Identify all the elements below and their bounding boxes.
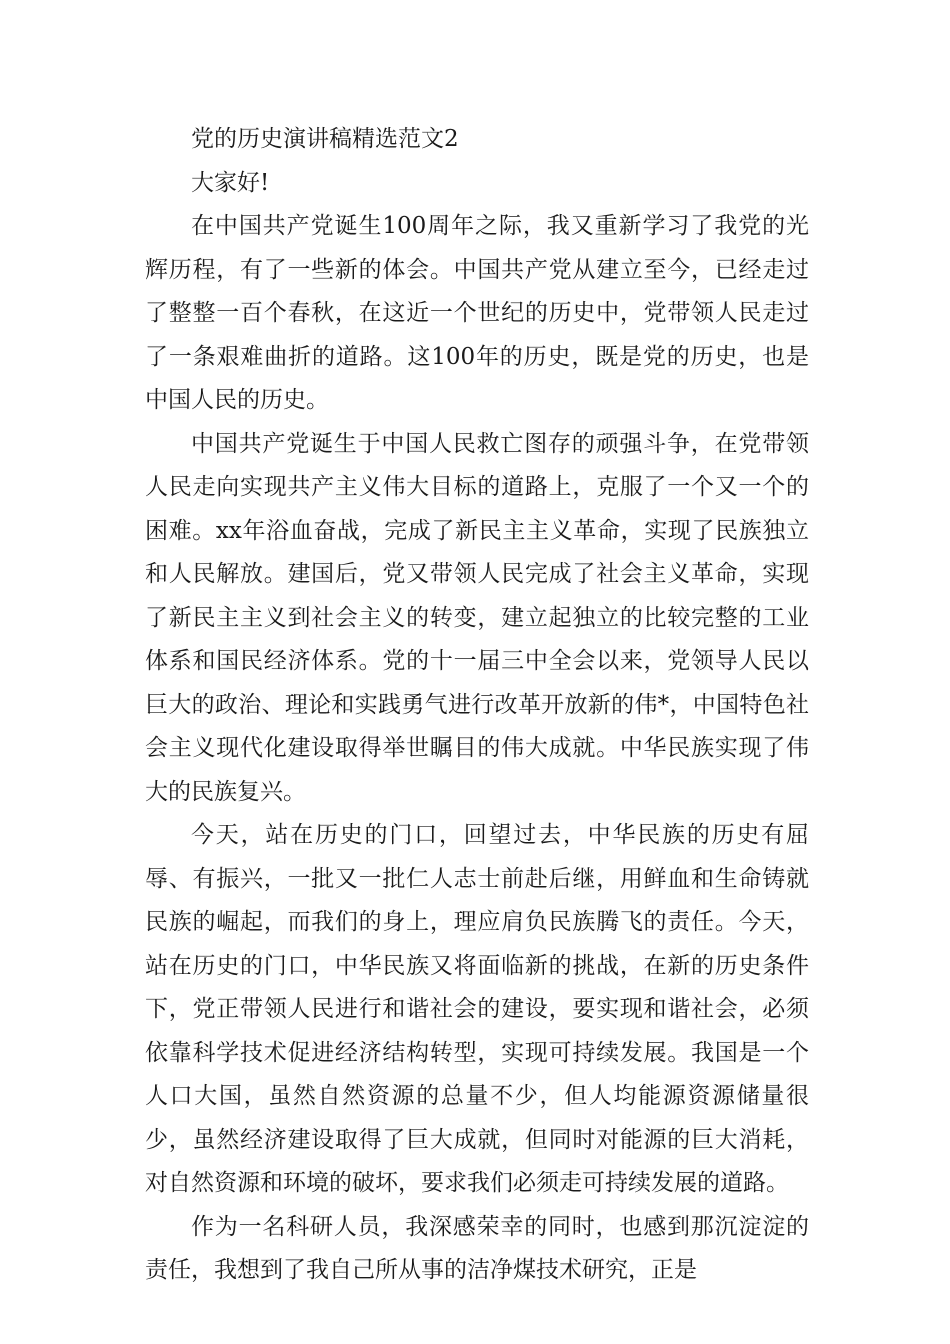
- document-title: 党的历史演讲稿精选范文2: [191, 126, 459, 152]
- document-body: [145, 118, 809, 1293]
- paragraph: 今天，站在历史的门口，回望过去，中华民族的历史有屈辱、有振兴，一批又一批仁人志士前赴后继，用鲜血和生命铸就民族的崛起，而我们的身上，理应肩负民族腾飞的责任。今天，站在历史的门口，中华民族又将面临新的挑战，在新的历史条件下，党正带领人民进行和谐社会的建设，要实现和谐社会，必须依靠科学技术促进经济结构转型，实现可持续发展。我国是一个人口大国，虽然自然资源的总量不少，但人均能源资源储量很少，虽然经济建设取得了巨大成就，但同时对能源的巨大消耗，对自然资源和环境的破坏，要求我们必须走可持续发展的道路。: [145, 822, 809, 1196]
- paragraph: 作为一名科研人员，我深感荣幸的同时，也感到那沉淀淀的责任，我想到了我自己所从事的洁净煤技术研究，正是: [145, 1213, 809, 1283]
- greeting: 大家好!: [191, 169, 270, 196]
- paragraph: 中国共产党诞生于中国人民救亡图存的顽强斗争，在党带领人民走向实现共产主义伟大目标的道路上，克服了一个又一个的困难。xx年浴血奋战，完成了新民主主义革命，实现了民族独立和人民解放。建国后，党又带领人民完成了社会主义革命，实现了新民主主义到社会主义的转变，建立起独立的比较完整的工业体系和国民经济体系。党的十一届三中全会以来，党领导人民以巨大的政治、理论和实践勇气进行改革开放新的伟*，中国特色社会主义现代化建设取得举世瞩目的伟大成就。中华民族实现了伟大的民族复兴。: [145, 430, 809, 805]
- paragraph: 在中国共产党诞生100周年之际，我又重新学习了我党的光辉历程，有了一些新的体会。中国共产党从建立至今，已经走过了整整一百个春秋，在这近一个世纪的历史中，党带领人民走过了一条艰难曲折的道路。这100年的历史，既是党的历史，也是中国人民的历史。: [145, 213, 809, 413]
